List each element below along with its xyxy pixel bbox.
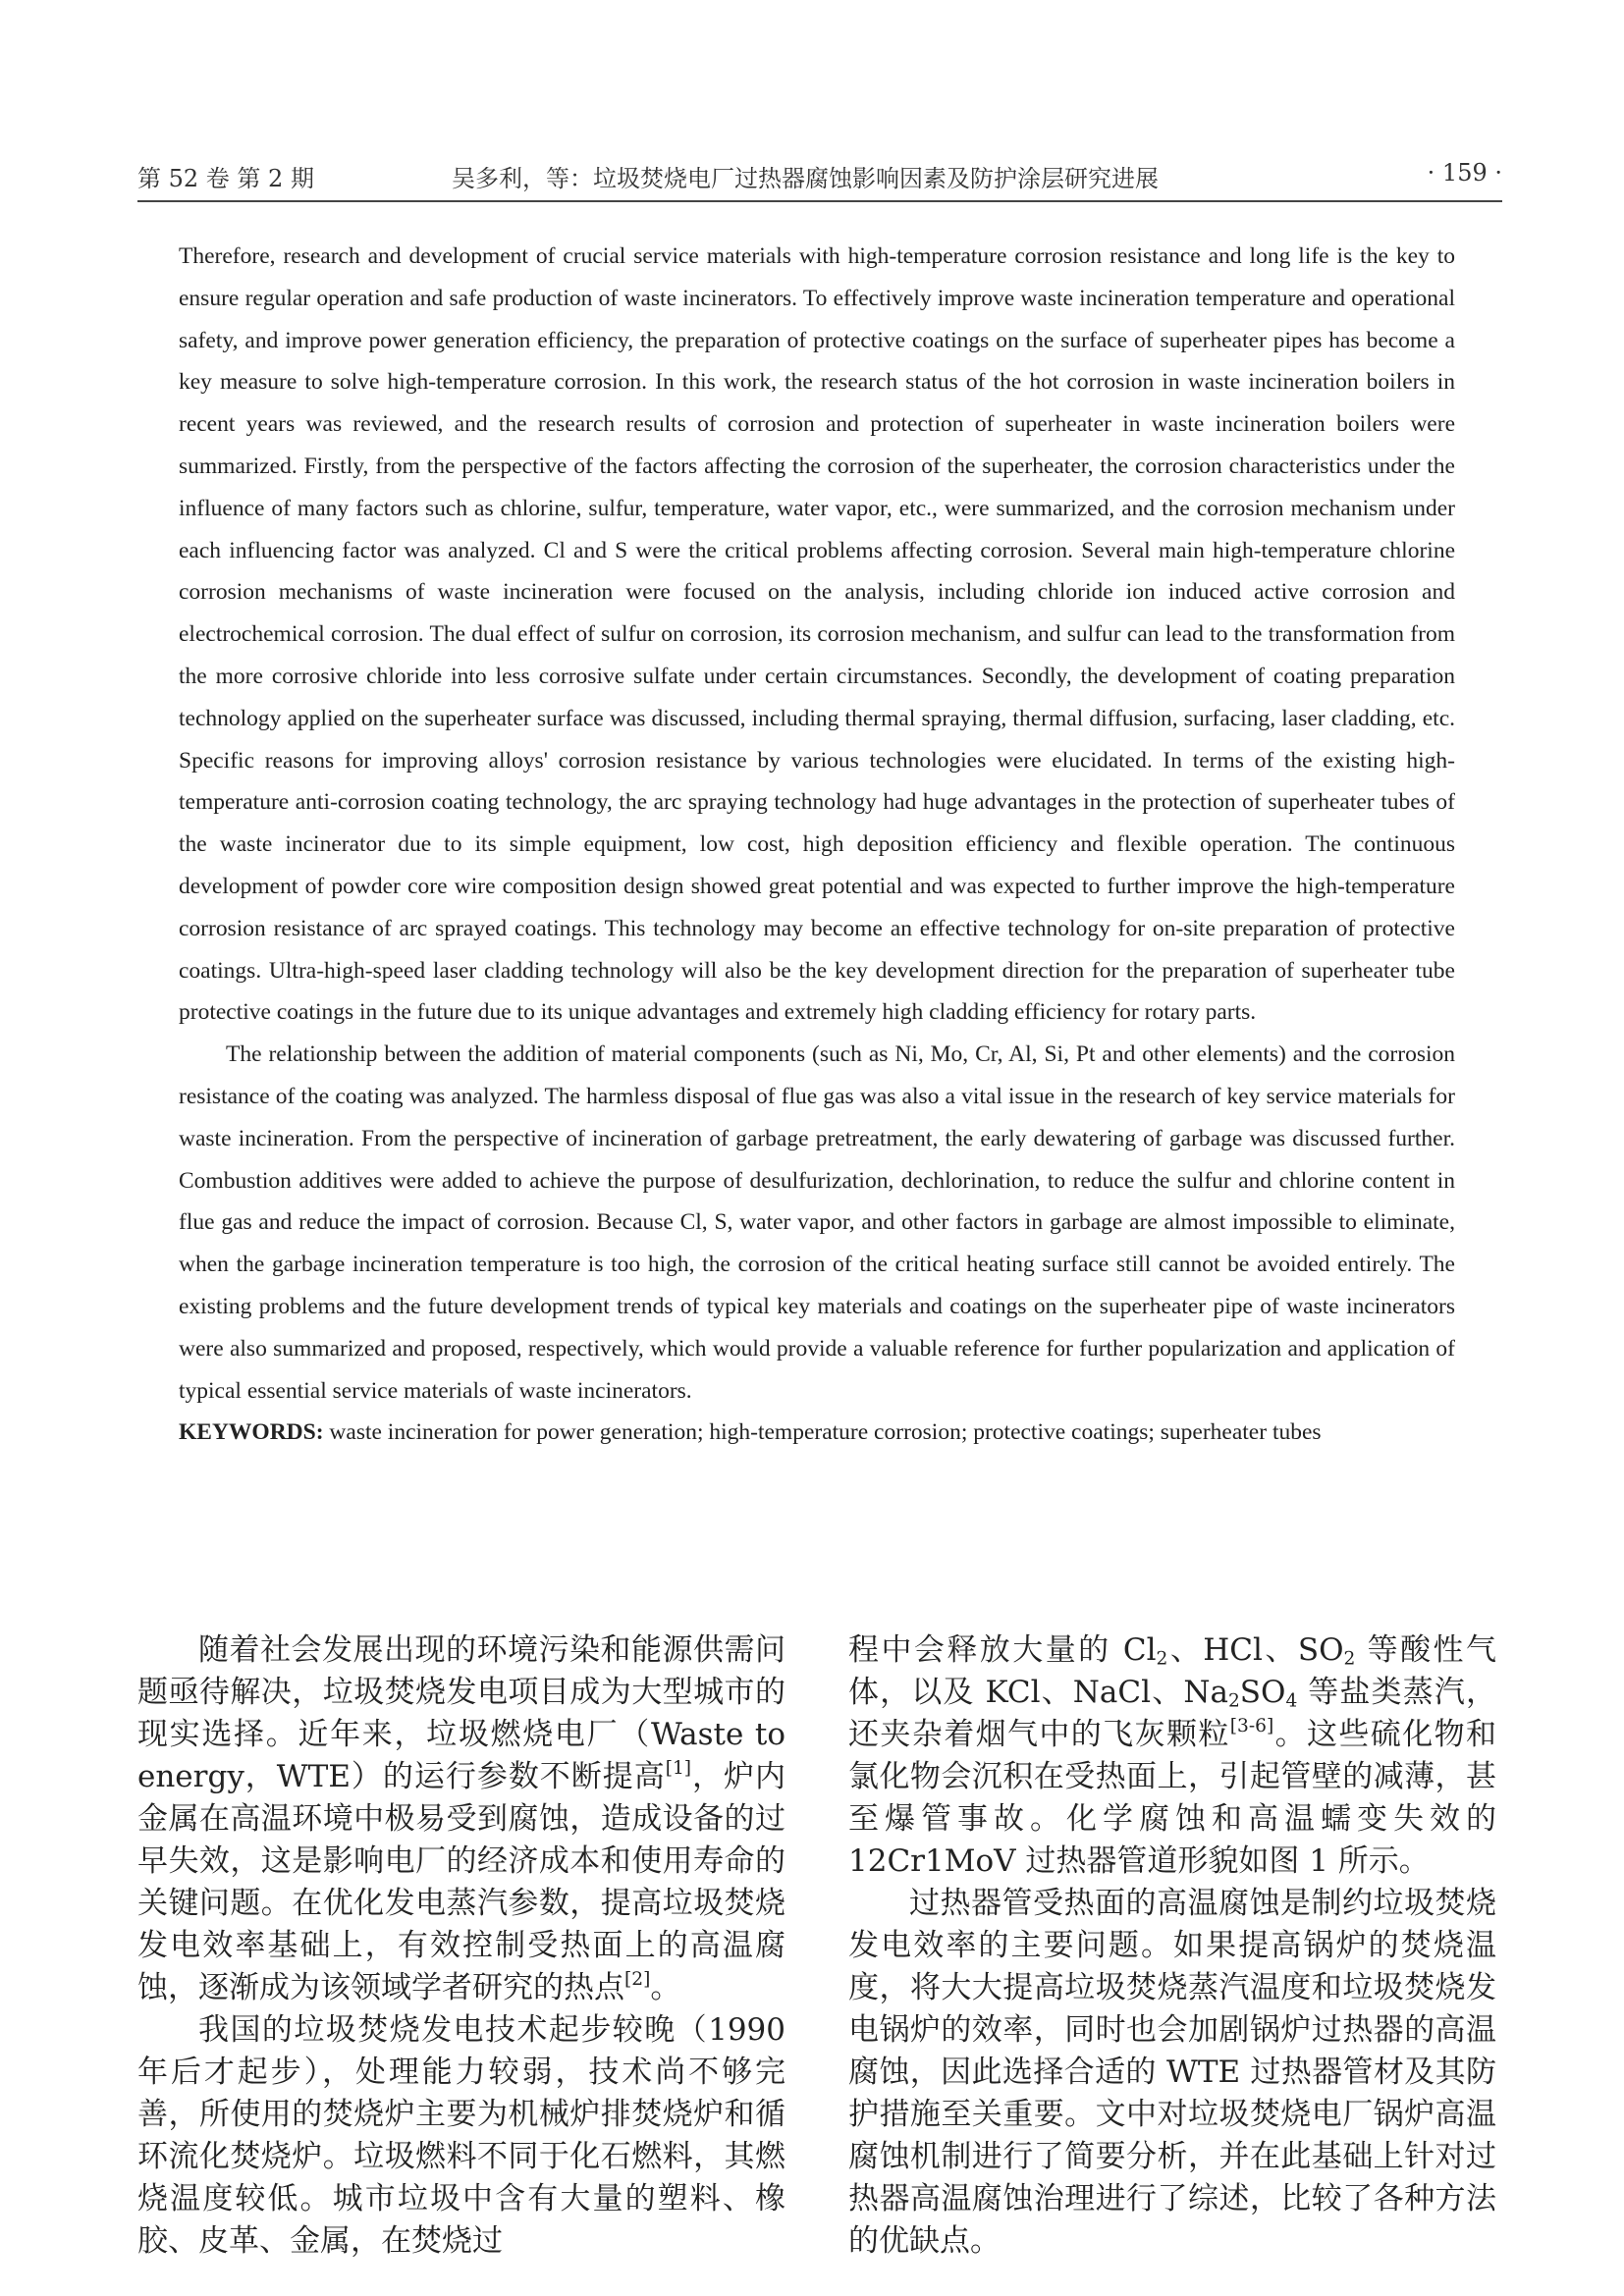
keywords-text: waste incineration for power generation; high-temperature corrosion; protective coatings; superheater tubes — [323, 1419, 1322, 1446]
subscript: 2 — [1343, 1648, 1356, 1670]
running-header — [137, 159, 1502, 198]
citation: [3-6] — [1229, 1715, 1274, 1736]
text-run: 。 — [650, 1970, 681, 2005]
volume-issue: 第 52 卷 第 2 期 — [137, 165, 314, 192]
abstract-paragraph: The relationship between the addition of material components (such as Ni, Mo, Cr, Al, Si, Pt and other elements) and the corrosion resistance of the coating was analyzed. The harmless disposal of flue gas was also a vital issue in the research of key service materials for waste incineration. From the perspective of incineration of garbage pretreatment, the early dewatering of garbage was discussed further. Combustion additives were added to achieve the purpose of desulfurization, dechlorination, to reduce the sulfur and chlorine content in flue gas and reduce the impact of corrosion. Because Cl, S, water vapor, and other factors in garbage are almost impossible to eliminate, when the garbage incineration temperature is too high, the corrosion of the critical heating surface still cannot be avoided entirely. The existing problems and the future development trends of typical key materials and coatings on the superheater pipe of waste incinerators were also summarized and proposed, respectively, which would provide a valuable reference for further popularization and application of typical essential service materials of waste incinerators. — [179, 1041, 1455, 1404]
body-paragraph — [137, 1629, 785, 2009]
citation: [2] — [624, 1968, 651, 1990]
subscript: 4 — [1285, 1690, 1298, 1712]
left-column — [137, 1629, 785, 2263]
header-rule — [137, 200, 1502, 202]
keywords — [179, 1412, 1455, 1454]
text-run: 等酸性气体，以及 KCl、NaCl、Na — [848, 1632, 1496, 1710]
english-abstract — [179, 236, 1455, 1454]
subscript: 2 — [1227, 1690, 1240, 1712]
citation: [1] — [665, 1757, 692, 1779]
abstract-paragraph: Therefore, research and development of crucial service materials with high-temperature corrosion resistance and long life is the key to ensure regular operation and safe production of waste incinerators. To effectively improve waste incineration temperature and operational safety, and improve power generation efficiency, the preparation of protective coatings on the surface of superheater pipes has become a key measure to solve high-temperature corrosion. In this work, the research status of the hot corrosion in waste incineration boilers in recent years was reviewed, and the research results of corrosion and protection of superheater in waste incineration boilers were summarized. Firstly, from the perspective of the factors affecting the corrosion of the superheater, the corrosion characteristics under the influence of many factors such as chlorine, sulfur, temperature, water vapor, etc., were summarized, and the corrosion mechanism under each influencing factor was analyzed. Cl and S were the critical problems affecting corrosion. Several main high-temperature chlorine corrosion mechanisms of waste incineration were focused on the analysis, including chloride ion induced active corrosion and electrochemical corrosion. The dual effect of sulfur on corrosion, its corrosion mechanism, and sulfur can lead to the transformation from the more corrosive chloride into less corrosive sulfate under certain circumstances. Secondly, the development of coating preparation technology applied on the superheater surface was discussed, including thermal spraying, thermal diffusion, surfacing, laser cladding, etc. Specific reasons for improving alloys' corrosion resistance by various technologies were elucidated. In terms of the existing high-temperature anti-corrosion coating technology, the arc spraying technology had huge advantages in the protection of superheater tubes of the waste incinerator due to its simple equipment, low cost, high deposition efficiency and flexible operation. The continuous development of powder core wire composition design showed great potential and was expected to further improve the high-temperature corrosion resistance of arc sprayed coatings. This technology may become an effective technology for on-site preparation of protective coatings. Ultra-high-speed laser cladding technology will also be the key development direction for the preparation of superheater tube protective coatings in the future due to its unique advantages and extremely high cladding efficiency for rotary parts. — [179, 243, 1455, 1026]
text-run: 等盐类蒸汽，还夹杂着烟气中的飞灰颗粒 — [848, 1675, 1496, 1752]
page-number: · 159 · — [1427, 159, 1502, 187]
body-paragraph: 我国的垃圾焚烧发电技术起步较晚（1990 年后才起步），处理能力较弱，技术尚不够完善，所使用的焚烧炉主要为机械炉排焚烧炉和循环流化焚烧炉。垃圾燃料不同于化石燃料，其燃烧温度较低。城市垃圾中含有大量的塑料、橡胶、皮革、金属，在焚烧过 — [137, 2012, 785, 2259]
text-run: 。这些硫化物和氯化物会沉积在受热面上，引起管壁的减薄，甚至爆管事故。化学腐蚀和高温蠕变失效的 12Cr1MoV 过热器管道形貌如图 1 所示。 — [848, 1717, 1496, 1879]
text-run: 、HCl、SO — [1167, 1632, 1344, 1668]
text-run: SO — [1239, 1675, 1286, 1710]
text-run: 随着社会发展出现的环境污染和能源供需问题亟待解决，垃圾焚烧发电项目成为大型城市的现实选择。近年来，垃圾燃烧电厂（Waste to energy，WTE）的运行参数不断提高 — [137, 1632, 785, 1794]
body-paragraph — [848, 1629, 1496, 1883]
keywords-label: KEYWORDS: — [179, 1419, 324, 1446]
text-run: 程中会释放大量的 Cl — [848, 1632, 1157, 1668]
subscript: 2 — [1156, 1648, 1168, 1670]
running-title: 吴多利，等：垃圾焚烧电厂过热器腐蚀影响因素及防护涂层研究进展 — [452, 165, 1159, 192]
right-column — [848, 1629, 1496, 2263]
body-paragraph: 过热器管受热面的高温腐蚀是制约垃圾焚烧发电效率的主要问题。如果提高锅炉的焚烧温度，将大大提高垃圾焚烧蒸汽温度和垃圾焚烧发电锅炉的效率，同时也会加剧锅炉过热器的高温腐蚀，因此选择合适的 WTE 过热器管材及其防护措施至关重要。文中对垃圾焚烧电厂锅炉高温腐蚀机制进行了简要分析，并在此基础上针对过热器高温腐蚀治理进行了综述，比较了各种方法的优缺点。 — [848, 1886, 1496, 2259]
text-run: ，炉内金属在高温环境中极易受到腐蚀，造成设备的过早失效，这是影响电厂的经济成本和使用寿命的关键问题。在优化发电蒸汽参数，提高垃圾焚烧发电效率基础上，有效控制受热面上的高温腐蚀，逐渐成为该领域学者研究的热点 — [137, 1759, 785, 2005]
